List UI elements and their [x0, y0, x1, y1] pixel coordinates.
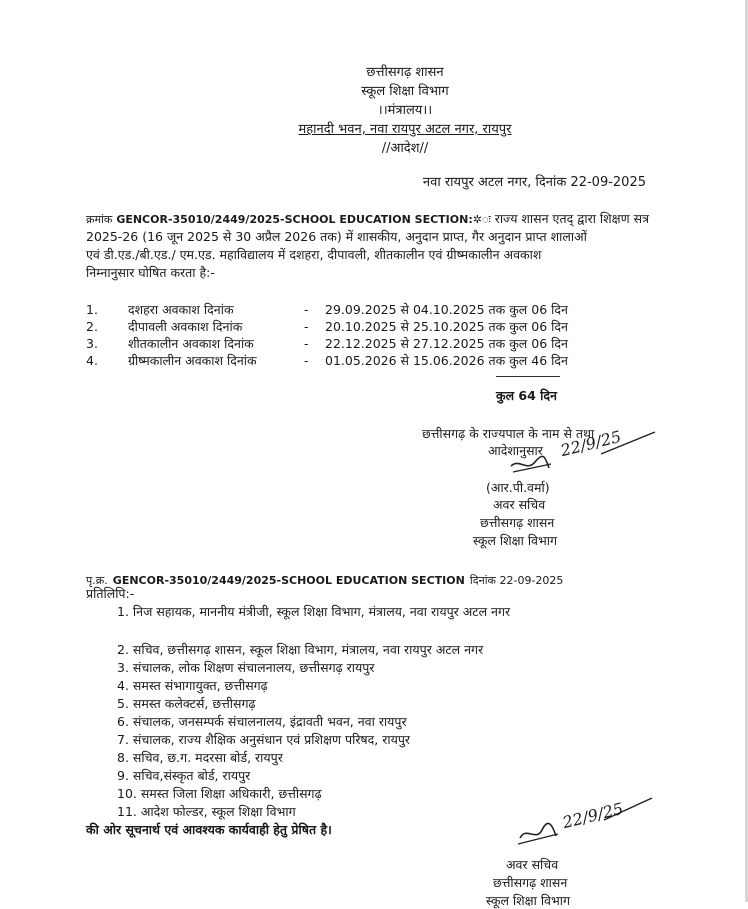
signature-date-2: 22/9/25	[560, 798, 626, 833]
holiday-period: 29.09.2025 से 04.10.2025 तक कुल 06 दिन	[325, 302, 568, 317]
signatory-designation: अवर सचिव	[493, 497, 546, 512]
order-line-3: एवं डी.एड./बी.एड./ एम.एड. महाविद्यालय में दशहरा, दीपावली, शीतकालीन एवं ग्रीष्मकालीन अवकाश	[86, 247, 542, 262]
header-address: महानदी भवन, नवा रायपुर अटल नगर, रायपुर	[298, 122, 512, 137]
list-item: 11. आदेश फोल्डर, स्कूल शिक्षा विभाग	[117, 804, 296, 819]
signatory-dept: स्कूल शिक्षा विभाग	[473, 533, 558, 548]
holiday-period: 20.10.2025 से 25.10.2025 तक कुल 06 दिन	[325, 319, 568, 334]
list-item: 4. समस्त संभागायुक्त, छत्तीसगढ़	[117, 678, 268, 693]
header-government: छत्तीसगढ़ शासन	[366, 65, 444, 80]
list-item: 1. निज सहायक, माननीय मंत्रीजी, स्कूल शिक्षा विभाग, मंत्रालय, नवा रायपुर अटल नगर	[117, 604, 511, 619]
order-line-1: राज्य शासन एतद् द्वारा शिक्षण सत्र	[494, 211, 649, 226]
closing-line: की ओर सूचनार्थ एवं आवश्यक कार्यवाही हेतु प्रेषित है।	[86, 822, 332, 837]
list-item: 9. सचिव,संस्कृत बोर्ड, रायपुर	[117, 768, 251, 783]
signature-authority-line: छत्तीसगढ़ के राज्यपाल के नाम से तथा	[422, 426, 595, 441]
holiday-name: दीपावली अवकाश दिनांक	[128, 319, 243, 334]
list-item: 5. समस्त कलेक्टर्स, छत्तीसगढ़	[117, 696, 256, 711]
signatory2-org: छत्तीसगढ़ शासन	[493, 875, 568, 890]
holiday-no: 3.	[86, 336, 98, 351]
signatory2-designation: अवर सचिव	[506, 857, 559, 872]
total-days: कुल 64 दिन	[496, 388, 557, 403]
copy-heading: प्रतिलिपि:-	[86, 586, 135, 601]
header-order-title: //आदेश//	[381, 141, 429, 156]
holiday-no: 1.	[86, 302, 98, 317]
copy-ref-number: GENCOR-35010/2449/2025-SCHOOL EDUCATION SECTION	[112, 574, 465, 587]
holiday-no: 2.	[86, 319, 98, 334]
holiday-dash: -	[304, 302, 309, 317]
holiday-name: शीतकालीन अवकाश दिनांक	[128, 336, 254, 351]
signature-by-order: आदेशानुसार	[488, 443, 543, 458]
holiday-no: 4.	[86, 353, 98, 368]
list-item: 3. संचालक, लोक शिक्षण संचालनालय, छत्तीसगढ़ रायपुर	[117, 660, 375, 675]
holiday-period: 01.05.2026 से 15.06.2026 तक कुल 46 दिन	[325, 353, 568, 368]
holiday-dash: -	[304, 336, 309, 351]
list-item: 2. सचिव, छत्तीसगढ़ शासन, स्कूल शिक्षा विभाग, मंत्रालय, नवा रायपुर अटल नगर	[117, 642, 484, 657]
holiday-dash: -	[304, 353, 309, 368]
holiday-period: 22.12.2025 से 27.12.2025 तक कुल 06 दिन	[325, 336, 568, 351]
place-date: नवा रायपुर अटल नगर, दिनांक 22-09-2025	[422, 175, 646, 190]
total-divider	[496, 376, 560, 377]
copy-ref-prefix: पृ.क्र.	[86, 574, 108, 587]
order-number: GENCOR-35010/2449/2025-SCHOOL EDUCATION SECTION	[116, 213, 469, 226]
holiday-name: दशहरा अवकाश दिनांक	[128, 302, 234, 317]
holiday-name: ग्रीष्मकालीन अवकाश दिनांक	[128, 353, 257, 368]
list-item: 8. सचिव, छ.ग. मदरसा बोर्ड, रायपुर	[117, 750, 283, 765]
signatory-org: छत्तीसगढ़ शासन	[480, 515, 555, 530]
order-line-4: निम्नानुसार घोषित करता है:-	[86, 265, 215, 280]
list-item: 10. समस्त जिला शिक्षा अधिकारी, छत्तीसगढ़	[117, 786, 322, 801]
order-line-2: 2025-26 (16 जून 2025 से 30 अप्रैल 2026 तक) में शासकीय, अनुदान प्राप्त, गैर अनुदान प्राप्त शालाओं	[86, 229, 587, 244]
header-department: स्कूल शिक्षा विभाग	[361, 84, 449, 99]
signature-date-1: 22/9/25	[558, 426, 624, 461]
signatory2-dept: स्कूल शिक्षा विभाग	[486, 893, 571, 908]
copy-reference	[86, 569, 563, 588]
holiday-dash: -	[304, 319, 309, 334]
header-ministry: ।।मंत्रालय।।	[377, 103, 433, 118]
list-item: 7. संचालक, राज्य शैक्षिक अनुसंधान एवं प्रशिक्षण परिषद, रायपुर	[117, 732, 411, 747]
signatory-name: (आर.पी.वर्मा)	[486, 480, 550, 495]
list-item: 6. संचालक, जनसम्पर्क संचालनालय, इंद्रावती भवन, नवा रायपुर	[117, 714, 407, 729]
order-reference-line: क्रमांक GENCOR-35010/2449/2025-SCHOOL EDUCATION SECTION:✲ः राज्य शासन एतद् द्वारा शिक्षण सत्र	[86, 211, 649, 226]
copy-ref-date: दिनांक 22-09-2025	[469, 574, 564, 587]
order-prefix: क्रमांक	[86, 213, 113, 226]
